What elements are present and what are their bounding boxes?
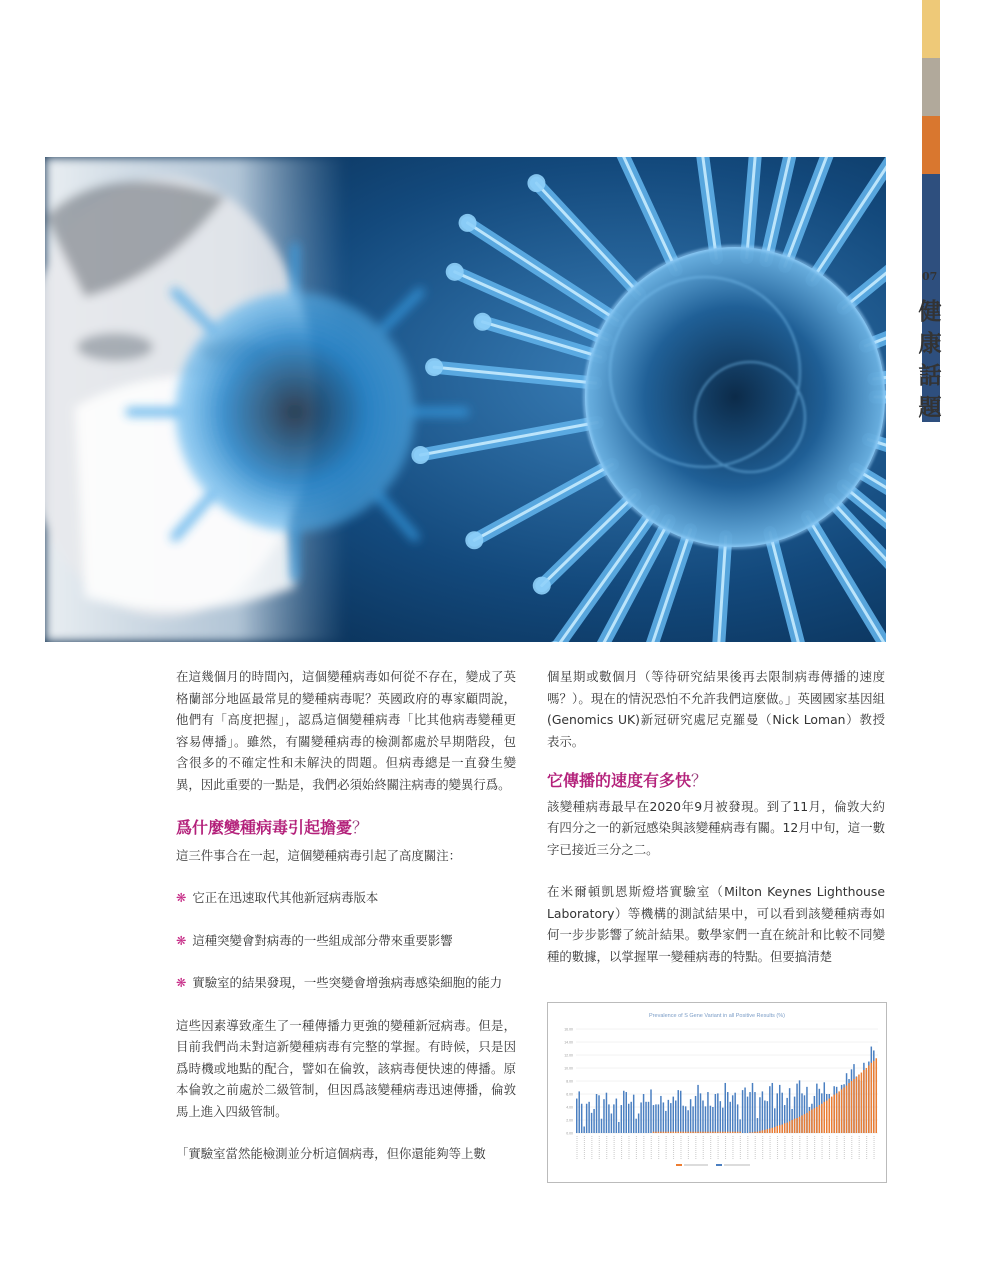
chart-bar [838, 1091, 839, 1133]
chart-bar [608, 1104, 609, 1133]
list-item-text: 這種突變會對病毒的一些組成部分帶來重要影響 [192, 932, 453, 948]
chart-bar [858, 1075, 859, 1134]
chart-bar [643, 1094, 644, 1133]
heading-how-fast [547, 770, 885, 792]
chart-bar [591, 1113, 592, 1133]
virus-spike-tip [411, 446, 429, 464]
page-number: 07 [922, 270, 938, 283]
chart-bar [583, 1127, 584, 1134]
chart-bar [685, 1132, 686, 1133]
chart-bar [767, 1129, 768, 1133]
chart-bar [675, 1132, 676, 1133]
virus-spike-tip [425, 358, 443, 376]
chart-bar [668, 1132, 669, 1133]
chart-bar [799, 1117, 800, 1133]
chart-bar [640, 1102, 641, 1133]
chart-bar [754, 1092, 755, 1133]
chart-bar [737, 1104, 738, 1133]
chart-bar [658, 1104, 659, 1133]
y-tick-label: 8.00 [566, 1079, 573, 1084]
chart-bar [601, 1119, 602, 1133]
chart-bar [677, 1132, 678, 1133]
chart-bar [729, 1132, 730, 1133]
section-char: 健 [918, 298, 942, 325]
chart-bar [702, 1132, 703, 1133]
chart-bar [769, 1128, 770, 1133]
chart-bar [831, 1097, 832, 1133]
chart-bar [853, 1079, 854, 1133]
chart-bar [786, 1123, 787, 1133]
section-char: 話 [918, 362, 942, 389]
chart-bar [695, 1096, 696, 1133]
section-tag [918, 296, 942, 424]
y-tick-label: 16.00 [564, 1027, 573, 1032]
chart-bar [623, 1091, 624, 1133]
body-paragraph: 個星期或數個月（等待研究結果後再去限制病毒傳播的速度嗎？）。現在的情況恐怕不允許我們這麼做。」英國國家基因組 (Genomics UK)新冠研究處尼克羅曼（Nick Loman）教授表示。 [547, 669, 885, 749]
chart-bar [616, 1099, 617, 1133]
chart-bar [663, 1102, 664, 1133]
legend-swatch [676, 1164, 682, 1166]
chart-bar [744, 1088, 745, 1134]
chart-bar [697, 1132, 698, 1133]
chart-bar [836, 1093, 837, 1133]
chart-bar [665, 1132, 666, 1133]
color-tab-yellow [922, 0, 940, 58]
chart-bar [757, 1132, 758, 1133]
chart-bar [801, 1115, 802, 1133]
chart-bar [707, 1092, 708, 1133]
chart-bar [655, 1132, 656, 1133]
chart-bar [606, 1093, 607, 1133]
left-column [176, 666, 516, 1165]
chart-bar [593, 1109, 594, 1133]
virus-spike-tip [465, 531, 483, 549]
chart-bar [784, 1123, 785, 1133]
chart-bar [660, 1132, 661, 1133]
chart-bar [727, 1132, 728, 1133]
chart-bar [710, 1132, 711, 1133]
body-paragraph: 在米爾頓凱恩斯燈塔實驗室（Milton Keynes Lighthouse Laboratory）等機構的測試結果中，可以看到該變種病毒如何一步步影響了統計結果。數學家們一直在統計和比較不同變種的數據，以掌握單一變種病毒的特點。但要搞清楚 [547, 884, 885, 964]
chart-bar [712, 1107, 713, 1133]
chart-bar [796, 1118, 797, 1133]
chart-bar [725, 1132, 726, 1133]
chart-bar [759, 1131, 760, 1133]
chart-bar [670, 1132, 671, 1133]
color-tab-orange [922, 116, 940, 174]
chart-bar [814, 1108, 815, 1133]
body-paragraph: 該變種病毒最早在2020年9月被發現。到了11月，倫敦大約有四分之一的新冠感染與該變種病毒有關。12月中旬，這一數字已接近三分之二。 [547, 798, 885, 857]
chart-bar [734, 1132, 735, 1133]
chart-bar [759, 1097, 760, 1133]
y-tick-label: 12.00 [564, 1053, 573, 1058]
chart-bar [747, 1097, 748, 1133]
body-paragraph: 這些因素導致產生了一種傳播力更強的變種新冠病毒。但是，目前我們尚未對這新變種病毒有完整的掌握。有時候，只是因爲時機或地點的配合，譬如在倫敦，該病毒便快速的傳播。原本倫敦之前處於二級管制，但因爲該變種病毒迅速傳播，倫敦馬上進入四級管制。 [176, 1017, 516, 1119]
chart-bar [757, 1118, 758, 1133]
lead-paragraph: 這三件事合在一起，這個變種病毒引起了高度關注： [176, 847, 461, 863]
chart-bar [715, 1132, 716, 1133]
chart-bar [611, 1114, 612, 1134]
list-item [176, 887, 516, 909]
chart-bar [692, 1106, 693, 1133]
section-char: 康 [918, 330, 942, 357]
chart-bar [635, 1119, 636, 1133]
chart-bar [819, 1105, 820, 1133]
list-item-text: 它正在迅速取代其他新冠病毒版本 [192, 890, 379, 905]
body-paragraph: 「實驗室當然能檢測並分析這個病毒，但你還能夠等上數 [176, 1146, 486, 1161]
chart-bar [749, 1092, 750, 1133]
heading-why-concern [176, 817, 516, 839]
chart-bar [848, 1083, 849, 1133]
chart-bar [727, 1092, 728, 1133]
chart-bar [737, 1132, 738, 1133]
chart-bar [826, 1101, 827, 1134]
chart-bar [596, 1094, 597, 1133]
chart-bar [700, 1132, 701, 1133]
chart-bar [846, 1086, 847, 1133]
virus-illustration [45, 157, 886, 642]
chart-bar [638, 1114, 639, 1134]
chart-bar [764, 1130, 765, 1133]
chart-bar [772, 1128, 773, 1133]
chart-bar [772, 1083, 773, 1133]
chart-bar [752, 1132, 753, 1133]
heading-mark: ？ [352, 818, 369, 837]
chart-bar [843, 1088, 844, 1134]
chart-bar [868, 1065, 869, 1133]
y-tick-label: 4.00 [566, 1105, 573, 1110]
chart-bar [732, 1132, 733, 1133]
chart-bar [764, 1101, 765, 1134]
chart-bar [806, 1113, 807, 1133]
y-tick-label: 0.00 [566, 1131, 573, 1136]
chart-bar [630, 1102, 631, 1133]
virus-spike-tip [459, 214, 477, 232]
chart-bar [665, 1111, 666, 1133]
chart-bar [710, 1106, 711, 1133]
chart-bar [653, 1132, 654, 1133]
chart-bar [841, 1089, 842, 1133]
chart-bar [645, 1102, 646, 1133]
legend-swatch [716, 1164, 722, 1166]
chart-bar [729, 1102, 730, 1133]
list-item [176, 972, 516, 994]
chart-bar [739, 1132, 740, 1133]
chart-bar [695, 1132, 696, 1133]
chart-bar [767, 1101, 768, 1133]
virus-spike-tip [446, 263, 464, 281]
chart-bar [863, 1070, 864, 1133]
chart-bar [722, 1108, 723, 1133]
chart-bar [866, 1068, 867, 1133]
chart-bar [690, 1099, 691, 1133]
color-tab-gray [922, 58, 940, 116]
chart-bar [871, 1063, 872, 1133]
right-column [547, 666, 885, 967]
chart-bar [816, 1107, 817, 1133]
chart-bar [613, 1104, 614, 1133]
chart-bar [670, 1103, 671, 1133]
chart-bar [811, 1110, 812, 1133]
chart-bar [769, 1086, 770, 1133]
chart-bar [653, 1105, 654, 1133]
chart-bar [791, 1120, 792, 1133]
chart-bar [779, 1125, 780, 1133]
heading-text: 爲什麼變種病毒引起擔憂 [176, 818, 353, 837]
chart-bar [705, 1106, 706, 1133]
chart-bar [717, 1093, 718, 1133]
chart-bar [578, 1091, 579, 1133]
chart-bar [794, 1119, 795, 1133]
chart-bar [668, 1100, 669, 1133]
chart-bar [650, 1089, 651, 1133]
virus-spike-tip [527, 174, 545, 192]
bullet-star-icon: ❋ [176, 975, 187, 990]
variant-prevalence-chart [547, 1002, 887, 1183]
chart-bar [707, 1132, 708, 1133]
chart-bar [682, 1132, 683, 1133]
chart-bar [752, 1083, 753, 1133]
chart-bar [781, 1125, 782, 1133]
chart-bar [673, 1097, 674, 1133]
chart-bar [833, 1095, 834, 1133]
chart-bar [762, 1091, 763, 1133]
chart-bar [692, 1132, 693, 1133]
chart-bar [680, 1091, 681, 1133]
chart-bar [789, 1121, 790, 1133]
chart-bar [856, 1077, 857, 1133]
chart-bar [633, 1095, 634, 1133]
chart-bar [712, 1132, 713, 1133]
chart-bar [754, 1132, 755, 1133]
virus-spike-tip [533, 577, 551, 595]
chart-bar [576, 1099, 577, 1133]
bullet-star-icon: ❋ [176, 932, 187, 948]
chart-bar [824, 1102, 825, 1133]
chart-bar [687, 1110, 688, 1133]
hero-image [45, 157, 886, 642]
chart-bar [680, 1132, 681, 1133]
chart-bar [821, 1104, 822, 1133]
y-tick-label: 14.00 [564, 1040, 573, 1045]
chart-bar [628, 1104, 629, 1133]
chart-bar [861, 1073, 862, 1133]
chart-bar [685, 1106, 686, 1133]
intro-paragraph: 在這幾個月的時間內，這個變種病毒如何從不存在，變成了英格蘭部分地區最常見的變種病毒呢？英國政府的專家顧問說，他們有「高度把握」，認爲這個變種病毒「比其他病毒變種更容易傳播」。雖然，有關變種病毒的檢測都處於早期階段，包含很多的不確定性和未解決的問題。但病毒總是一直發生變異，因此重要的一點是，我們必須始終關注病毒的變異行爲。 [176, 669, 516, 792]
y-tick-label: 2.00 [566, 1118, 573, 1123]
chart-bar [876, 1058, 877, 1133]
chart-bar [618, 1122, 619, 1133]
chart-bar [682, 1106, 683, 1133]
chart-bar [603, 1099, 604, 1133]
chart-bar [777, 1126, 778, 1133]
chart-bar [725, 1083, 726, 1133]
chart-bar [621, 1105, 622, 1133]
chart-bar [690, 1132, 691, 1133]
chart-bar [586, 1104, 587, 1133]
chart-bar [702, 1101, 703, 1134]
chart-bar [705, 1132, 706, 1133]
chart-bar [739, 1119, 740, 1133]
chart-bar [774, 1127, 775, 1133]
bullet-star-icon: ❋ [176, 890, 187, 905]
chart-bar [742, 1090, 743, 1133]
chart-bar [732, 1095, 733, 1133]
chart-bar [655, 1104, 656, 1133]
chart-bar [581, 1104, 582, 1133]
chart-title: Prevalence of S Gene Variant in all Positive Results (%) [649, 1013, 785, 1019]
chart-bar [720, 1101, 721, 1133]
section-char: 題 [918, 394, 942, 421]
chart-bar [677, 1090, 678, 1133]
chart-bar [626, 1092, 627, 1133]
chart-bar [809, 1111, 810, 1133]
chart-axes [564, 1028, 878, 1160]
chart-bar [687, 1132, 688, 1133]
chart-bar [697, 1085, 698, 1133]
chart-bar [851, 1081, 852, 1133]
chart-bar [804, 1114, 805, 1133]
chart-bar [598, 1095, 599, 1133]
heading-mark: ？ [691, 771, 708, 790]
chart-bar [722, 1132, 723, 1133]
chart-bar [762, 1130, 763, 1133]
chart-bar [663, 1132, 664, 1133]
chart-bar [734, 1093, 735, 1133]
y-tick-label: 6.00 [566, 1092, 573, 1097]
chart-bar [660, 1096, 661, 1133]
chart-bar [749, 1132, 750, 1133]
chart-bar [700, 1093, 701, 1133]
heading-text: 它傳播的速度有多快 [547, 771, 692, 790]
y-tick-label: 10.00 [564, 1066, 573, 1071]
virus-spike-tip [474, 313, 492, 331]
chart-bar [675, 1101, 676, 1134]
chart-bar [828, 1099, 829, 1133]
chart-bar [648, 1102, 649, 1133]
chart-bar [673, 1132, 674, 1133]
list-item-text: 實驗室的結果發現，一些突變會增強病毒感染細胞的能力 [192, 975, 503, 990]
chart-svg [548, 1003, 886, 1182]
chart-bar [717, 1132, 718, 1133]
chart-bar [715, 1094, 716, 1133]
chart-bar [720, 1132, 721, 1133]
chart-legend [676, 1164, 750, 1166]
list-item [176, 930, 516, 952]
chart-bar [658, 1132, 659, 1133]
chart-bar [588, 1102, 589, 1133]
chart-bar [873, 1061, 874, 1133]
